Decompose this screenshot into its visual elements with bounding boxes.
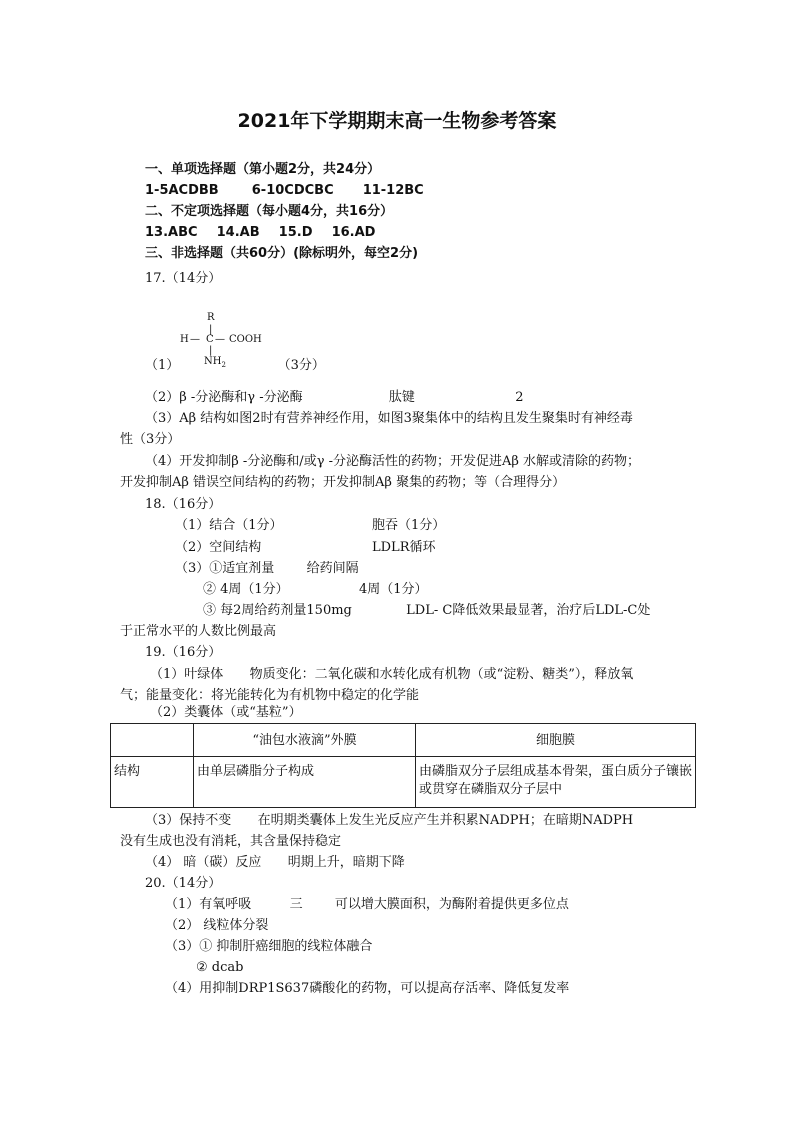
answer-11-12: 11-12BC: [362, 183, 424, 198]
q17-part3-line2: 性（3分）: [120, 432, 181, 447]
section1-answers: [145, 183, 424, 199]
table-header-row: [111, 724, 696, 757]
q17-part3-line1: （3）Aβ 结构如图2时有营养神经作用，如图3聚集体中的结构且发生聚集时有神经毒: [145, 411, 633, 426]
q17-part4-line1: （4）开发抑制β -分泌酶和/或γ -分泌酶活性的药物；开发促进Aβ 水解或清除的药物；: [145, 454, 641, 469]
q19-number: 19.（16分）: [145, 645, 222, 660]
q17-part1: （1） （3分）: [145, 358, 325, 373]
q20-part2: （2） 线粒体分裂: [165, 918, 269, 933]
q19-part1-line1: （1）叶绿体 物质变化：二氧化碳和水转化成有机物（或“淀粉、糖类”），释放氧: [150, 667, 634, 682]
q18-part1-b: 胞吞（1分）: [372, 518, 446, 533]
q18-part2: （2）空间结构: [175, 540, 262, 555]
q18-part1: （1）结合（1分）: [175, 518, 283, 533]
answer-1-5: 1-5ACDBB: [145, 183, 219, 198]
formula-r: R: [207, 312, 215, 323]
section2-answers: [145, 225, 375, 241]
q17-number: 17.（14分）: [145, 271, 222, 286]
q19-part3-line1: （3）保持不变 在明期类囊体上发生光反应产生并积累NADPH；在暗期NADPH: [145, 813, 634, 828]
table-cell: 由磷脂双分子层组成基本骨架，蛋白质分子镶嵌或贯穿在磷脂双分子层中: [416, 757, 696, 808]
formula-h: H: [180, 334, 189, 345]
formula-cooh: COOH: [229, 334, 262, 345]
q18-part3: （3）①适宜剂量 给药间隔: [175, 561, 359, 576]
q19-part3-line2: 没有生成也没有消耗，其含量保持稳定: [120, 834, 342, 849]
amino-acid-structural-formula: R | H — C — COOH | $NH_2$: [180, 312, 262, 369]
section3-heading: 三、非选择题（共60分）(除标明外，每空2分): [145, 246, 419, 261]
q19-part4: （4） 暗（碳）反应 明期上升，暗期下降: [145, 855, 405, 870]
table-cell: 由单层磷脂分子构成: [194, 757, 416, 808]
q19-part2: （2）类囊体（或“基粒”）: [150, 705, 302, 720]
q17-part2: （2）β -分泌酶和γ -分泌酶 肽键 2: [145, 390, 524, 405]
q18-part3-4: 于正常水平的人数比例最高: [120, 624, 277, 639]
table-row: [111, 757, 696, 808]
answer-16: 16.AD: [331, 225, 376, 240]
section1-heading: 一、单项选择题（第小题2分，共24分）: [145, 162, 381, 177]
answer-13: 13.ABC: [145, 225, 198, 240]
q19-part1-line2: 气；能量变化：将光能转化为有机物中稳定的化学能: [120, 688, 420, 703]
section2-heading: 二、不定项选择题（每小题4分，共16分）: [145, 204, 394, 219]
table-header-cell: 细胞膜: [416, 724, 696, 757]
page-title: 2021年下学期期末高一生物参考答案: [237, 110, 557, 132]
q20-part1: （1）有氧呼吸 三 可以增大膜面积，为酶附着提供更多位点: [165, 897, 569, 912]
table-cell: 结构: [111, 757, 194, 808]
q20-part4: （4）用抑制DRP1S637磷酸化的药物，可以提高存活率、降低复发率: [165, 981, 570, 996]
q18-part2-b: LDLR循环: [372, 540, 436, 555]
table-header-cell: [111, 724, 194, 757]
q18-number: 18.（16分）: [145, 497, 222, 512]
q18-part3-3: ③ 每2周给药剂量150mg LDL- C降低效果最显著，治疗后LDL-C处: [203, 603, 651, 618]
q20-number: 20.（14分）: [145, 876, 222, 891]
answer-6-10: 6-10CDCBC: [251, 183, 334, 198]
answer-14: 14.AB: [216, 225, 260, 240]
table-header-cell: “油包水液滴”外膜: [194, 724, 416, 757]
q20-part3-1: （3）① 抑制肝癌细胞的线粒体融合: [165, 939, 373, 954]
q17-part4-line2: 开发抑制Aβ 错误空间结构的药物；开发抑制Aβ 聚集的药物；等（合理得分）: [120, 475, 566, 490]
q18-part3-2: ② 4周（1分） 4周（1分）: [203, 582, 428, 597]
formula-nh2: $NH_2$: [204, 356, 226, 369]
membrane-comparison-table: [110, 723, 696, 808]
answer-15: 15.D: [278, 225, 313, 240]
q20-part3-2: ② dcab: [196, 960, 244, 975]
formula-c: C: [206, 334, 214, 345]
